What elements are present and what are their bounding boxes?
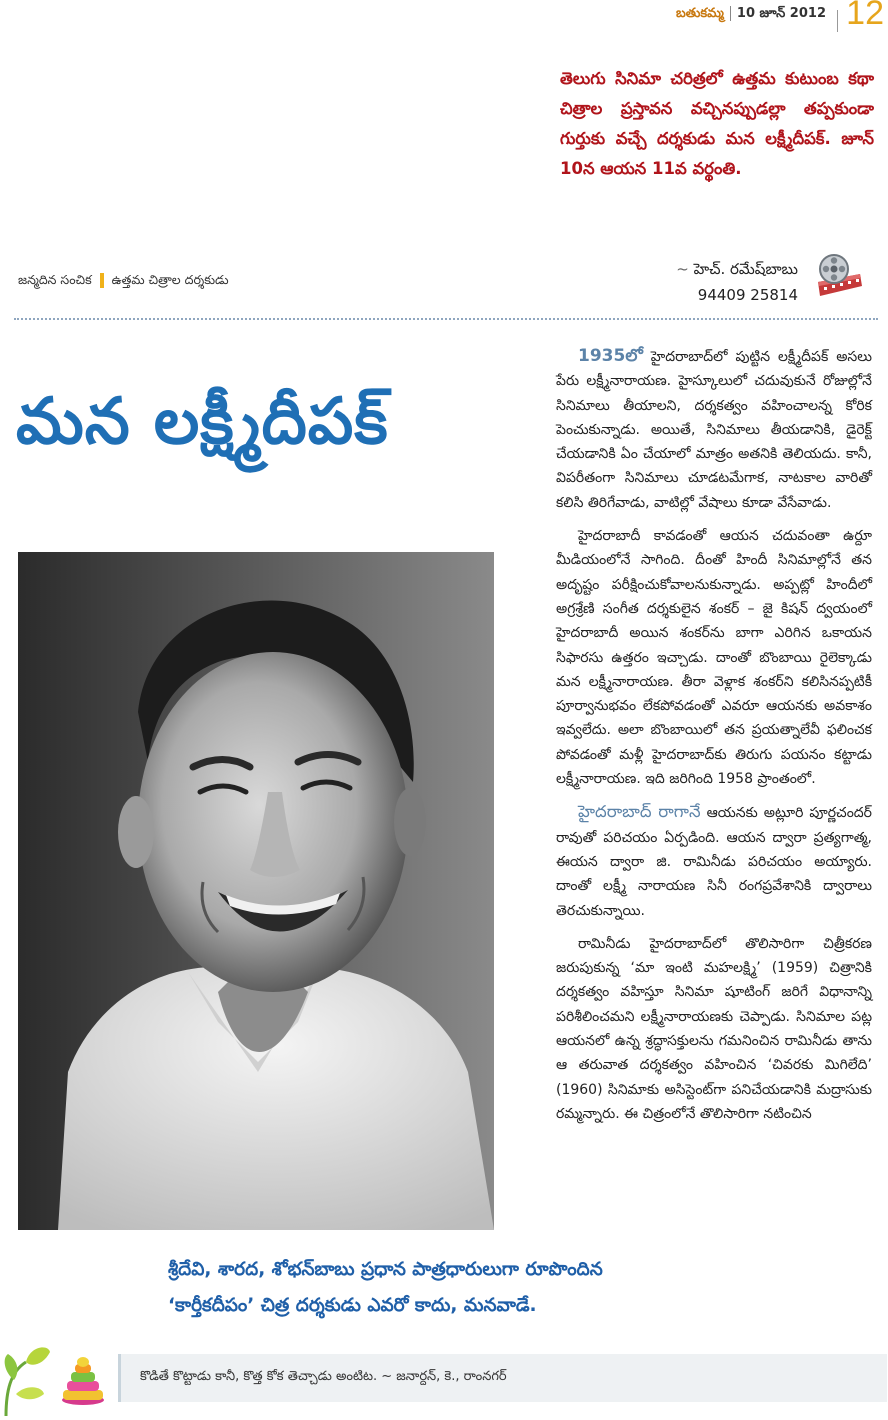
pull-quote xyxy=(168,1252,768,1324)
paragraph-1 xyxy=(556,344,872,515)
author-byline xyxy=(644,256,798,308)
portrait-photo xyxy=(18,552,494,1230)
article-headline: మన లక్ష్మీదీపక్ xyxy=(16,385,389,459)
section-category: జన్మదిన సంచిక xyxy=(18,272,92,287)
film-reel-icon xyxy=(812,252,864,300)
publication-name: బతుకమ్మ xyxy=(675,6,724,21)
bathukamma-icon xyxy=(60,1356,106,1406)
paragraph-1-lead: 1935లో xyxy=(578,346,643,366)
section-bar xyxy=(100,273,104,288)
page-number-divider xyxy=(837,10,838,32)
pull-quote-line-2: ‘కార్తీకదీపం’ చిత్ర దర్శకుడు ఎవరో కాదు, మనవాడే. xyxy=(168,1295,537,1316)
author-phone: 94409 25814 xyxy=(697,286,798,304)
intro-blurb: తెలుగు సినిమా చరిత్రలో ఉత్తమ కుటుంబ కథా చిత్రాల ప్రస్తావన వచ్చినప్పుడల్లా తప్పకుండా గుర్తుకు వచ్చే దర్శకుడు మన లక్ష్మీదీపక్. జూన్ 10న ఆయన 11వ వర్థంతి. xyxy=(560,69,874,178)
article-body xyxy=(556,344,872,1135)
paragraph-3-text: ఆయనకు అట్లూరి పూర్ణచందర్ రావుతో పరిచయం ఏర్పడింది. ఆయన ద్వారా ప్రత్యగాత్మ, ఈయన ద్వారా జి. రామినీడు పరిచయం అయ్యారు. దాంతో లక్ష్మీ నారాయణ సినీ రంగప్రవేశానికి ద్వారాలు తెరచుకున్నాయి. xyxy=(556,805,872,919)
author-prefix: ~ xyxy=(676,260,689,278)
section-subcategory: ఉత్తమ చిత్రాల దర్శకుడు xyxy=(111,272,229,287)
paragraph-4: రామినీడు హైదరాబాద్‌లో తొలిసారిగా చిత్రీకరణ జరుపుకున్న ‘మా ఇంటి మహలక్ష్మి’ (1959) చిత్రానికి దర్శకత్వం వహిస్తూ సినిమా షూటింగ్ జరిగే విధానాన్ని పరిశీలించమని లక్ష్మీనారాయణకు చెప్పాడు. సినిమాల పట్ల ఆయనలో ఉన్న శ్రద్ధాసక్తులను గమనించిన రామినీడు తాను ఆ తరువాత దర్శకత్వం వహించిన ‘చివరకు మిగిలేది’ (1960) సినిమాకు అసిస్టెంట్‌గా పనిచేయడానికి మద్రాసుకు రమ్మన్నారు. ఈ చిత్రంలోనే తొలిసారిగా నటించిన xyxy=(556,935,872,1122)
page-header xyxy=(676,6,826,24)
paragraph-2: హైదరాబాదీ కావడంతో ఆయన చదువంతా ఉర్దూ మీడియంలోనే సాగింది. దీంతో హిందీ సినిమాల్లోనే తన అదృష్టం పరీక్షించుకోవాలనుకున్నాడు. అప్పట్లో హిందీలో అగ్రశ్రేణి సంగీత దర్శకులైన శంకర్ – జై కిషన్ ద్వయంలో హైదరాబాదీ అయిన శంకర్‌ను బాగా ఎరిగిన ఒకాయన సిఫారసు ఉత్తరం ఇచ్చాడు. దాంతో బొంబాయి రైలెక్కాడు మన లక్ష్మీనారాయణ. తీరా వెళ్లాక శంకర్‌ని కలిసినప్పటికీ పూర్వానుభవం లేకపోవడంతో ఎవరూ ఆయనకు అవకాశం ఇవ్వలేదు. అలా బొంబాయిలో తన ప్రయత్నాలేవీ ఫలించక పోవడంతో మళ్లీ హైదరాబాద్‌కు తిరుగు పయనం కట్టాడు లక్ష్మీనారాయణ. ఇది జరిగింది 1958 ప్రాంతంలో. xyxy=(556,528,872,788)
pull-quote-line-1: శ్రీదేవి, శారద, శోభన్‌బాబు ప్రధాన పాత్రధారులుగా రూపొందిన xyxy=(168,1259,603,1280)
leaves-icon xyxy=(0,1342,52,1416)
paragraph-3 xyxy=(556,800,872,922)
page-number: 12 xyxy=(846,0,884,32)
issue-date: 10 జూన్ 2012 xyxy=(736,6,826,21)
header-divider xyxy=(730,6,731,21)
paragraph-1-text: హైదరాబాద్‌లో పుట్టిన లక్ష్మీదీపక్ అసలు పేరు లక్ష్మీనారాయణ. హైస్కూలులో చదువుకునే రోజుల్లోనే సినిమాలు తీయాలని, దర్శకత్వం వహించాలన్న కోరిక పెంచుకున్నాడు. అయితే, సినిమాలు తీయడానికి, డైరెక్ట్ చేయడానికి ఏం చేయాలో మాత్రం అతనికి తెలియదు. కానీ, విపరీతంగా సినిమాలు చూడటమేగాక, నాటకాల వారితో కలిసి తిరిగేవాడు, వాటిల్లో వేషాలు కూడా వేసేవాడు. xyxy=(556,349,872,511)
section-label xyxy=(18,272,229,291)
section-divider xyxy=(14,318,878,320)
footer-quote: కొడితే కొట్టాడు కానీ, కొత్త కోక తెచ్చాడు అంటిట. ~ జనార్దన్, కె., రాంనగర్ xyxy=(140,1369,507,1384)
author-name: హెచ్. రమేష్‌బాబు xyxy=(693,260,798,278)
paragraph-3-lead: హైదరాబాద్ రాగానే xyxy=(578,802,701,822)
